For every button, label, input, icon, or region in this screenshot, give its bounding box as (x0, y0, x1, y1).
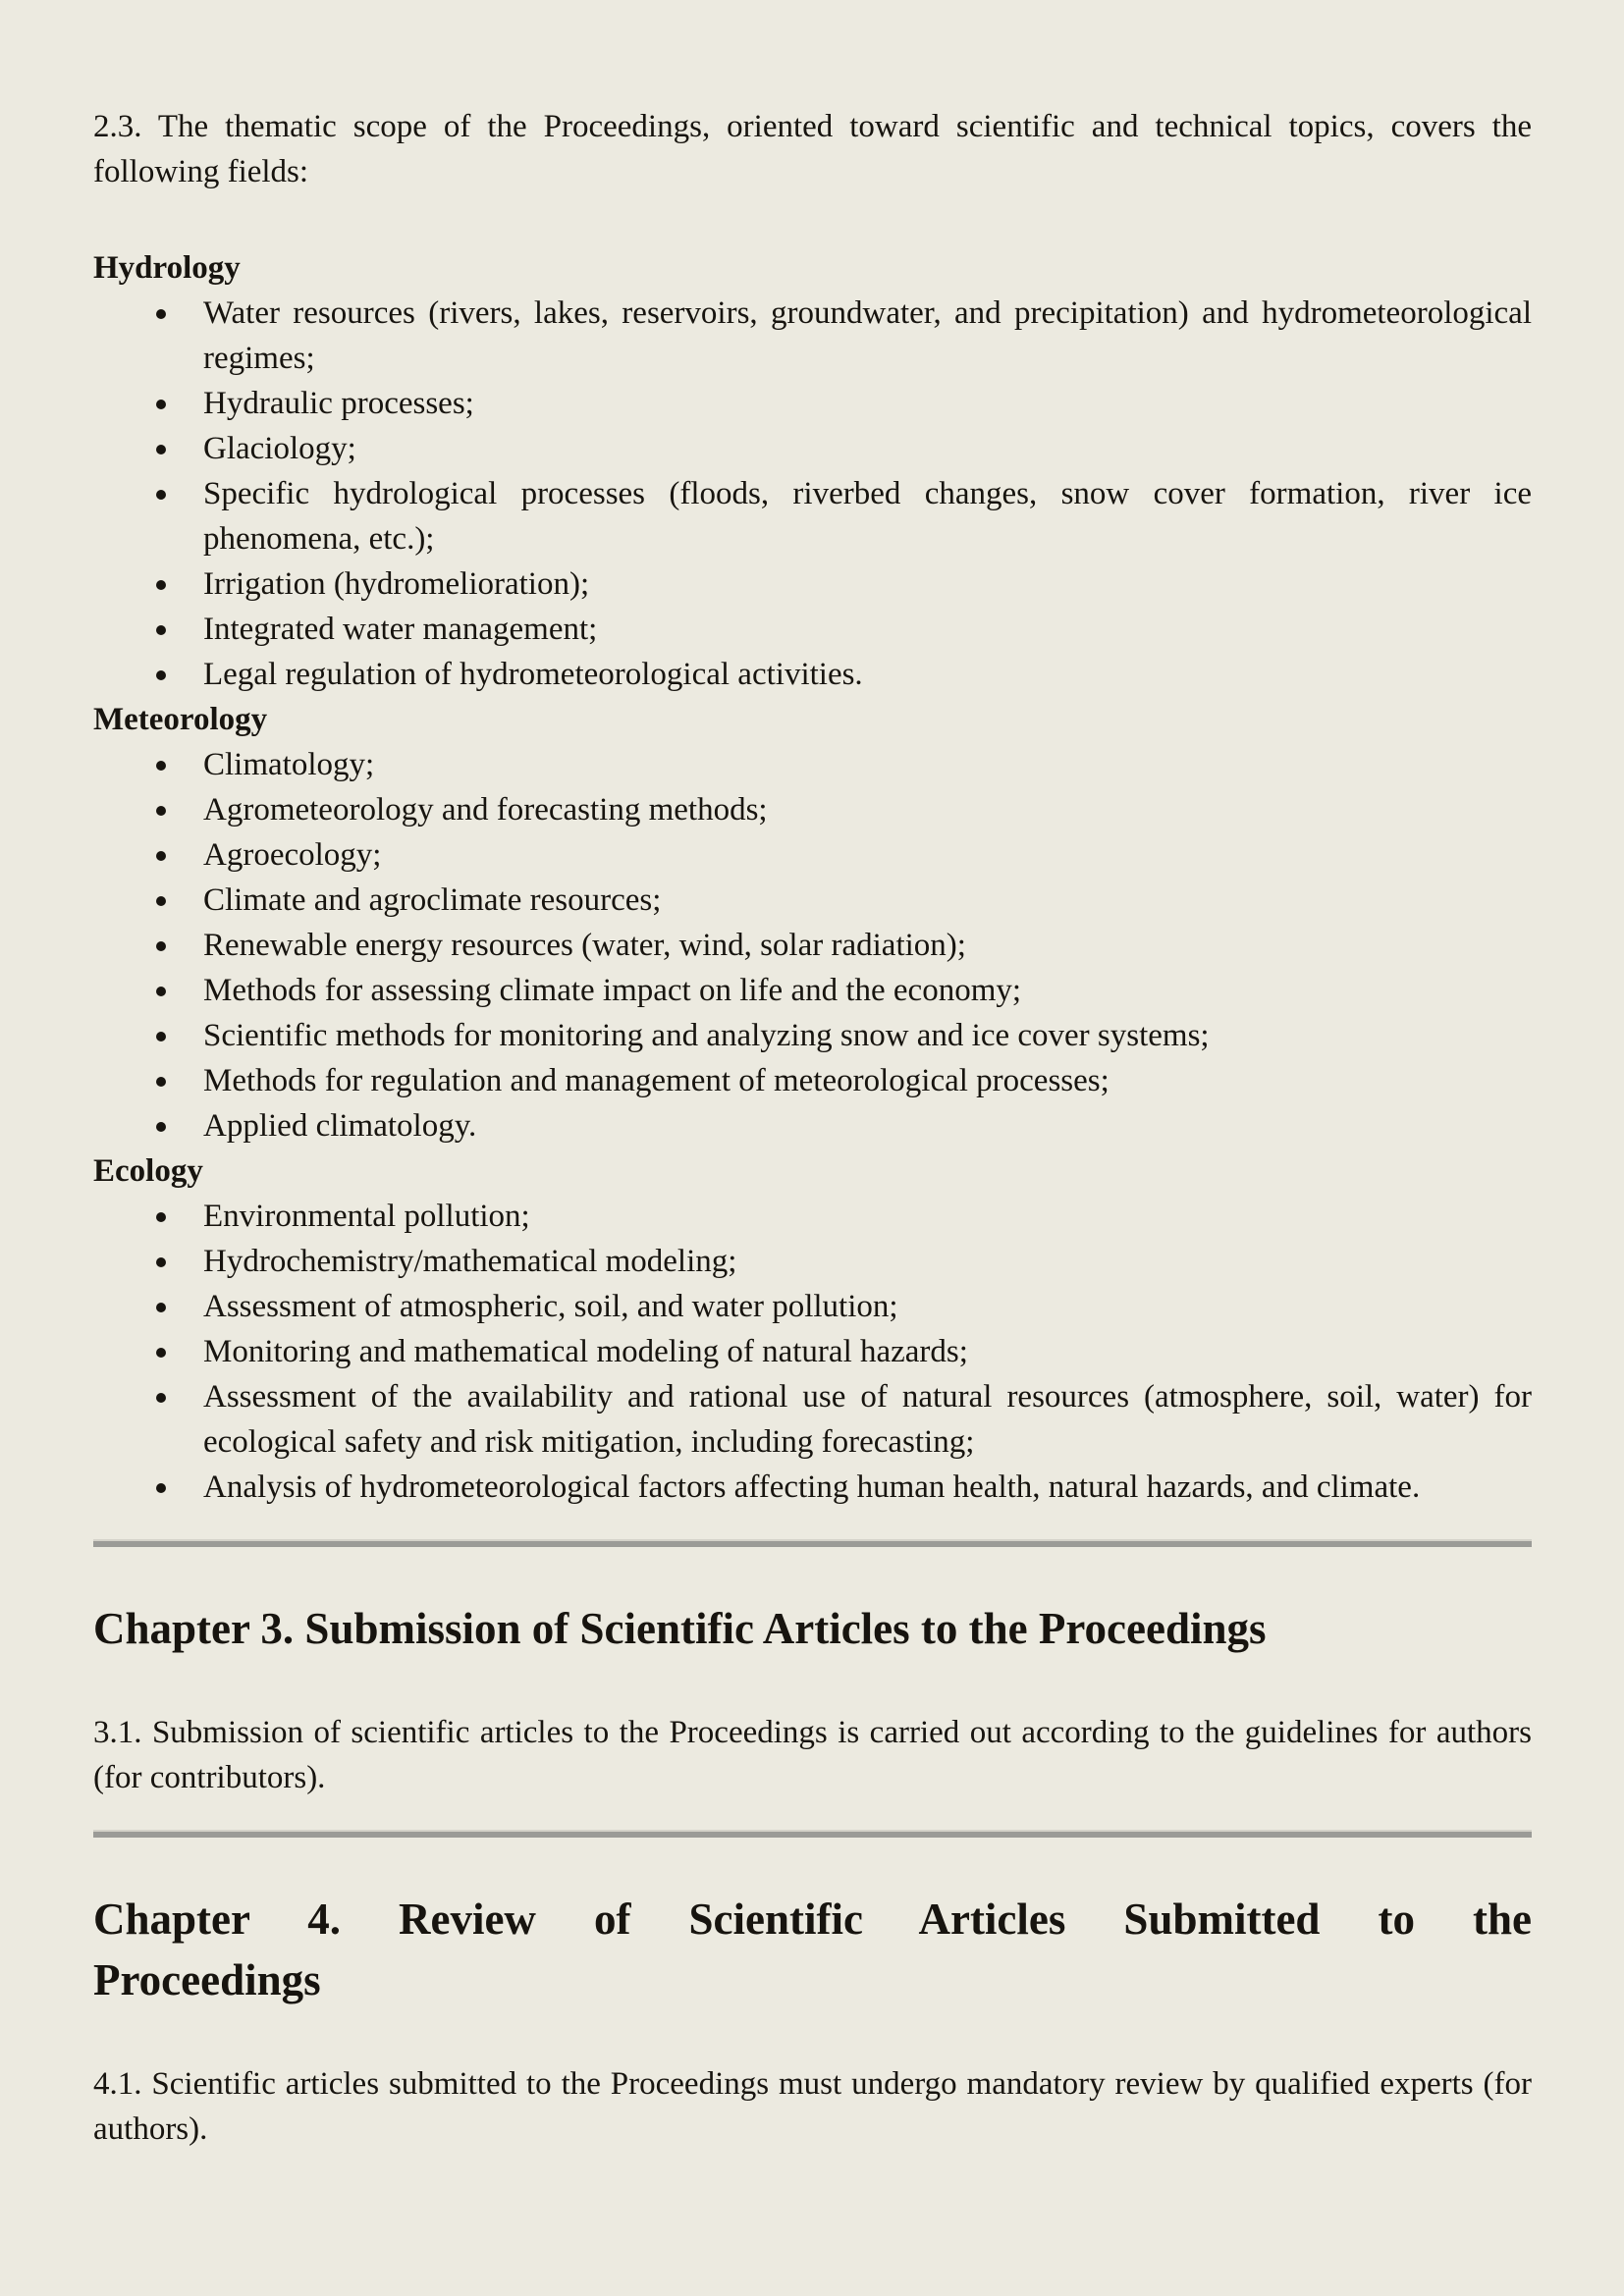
list-item: Methods for assessing climate impact on life and the economy; (93, 968, 1532, 1013)
list-item: Integrated water management; (93, 607, 1532, 652)
list-item: Scientific methods for monitoring and analyzing snow and ice cover systems; (93, 1013, 1532, 1058)
section-heading-ecology: Ecology (93, 1153, 203, 1189)
section-heading-hydrology: Hydrology (93, 250, 241, 286)
hydrology-topic-list (93, 291, 1532, 697)
meteorology-topic-list (93, 742, 1532, 1148)
list-item: Glaciology; (93, 426, 1532, 471)
section-heading-meteorology: Meteorology (93, 702, 268, 737)
list-item: Climate and agroclimate resources; (93, 878, 1532, 923)
list-item: Assessment of atmospheric, soil, and water pollution; (93, 1284, 1532, 1329)
list-item: Methods for regulation and management of meteorological processes; (93, 1058, 1532, 1103)
chapter-3-paragraph: 3.1. Submission of scientific articles to the Proceedings is carried out according to the guidelines for authors (for contributors). (93, 1715, 1532, 1795)
list-item: Agroecology; (93, 832, 1532, 878)
section-divider (93, 1539, 1532, 1547)
list-item: Climatology; (93, 742, 1532, 787)
list-item: Monitoring and mathematical modeling of natural hazards; (93, 1329, 1532, 1374)
list-item: Assessment of the availability and rational use of natural resources (atmosphere, soil, water) for ecological safety and risk mitigation, including forecasting; (93, 1374, 1532, 1465)
list-item: Hydrochemistry/mathematical modeling; (93, 1239, 1532, 1284)
list-item: Analysis of hydrometeorological factors affecting human health, natural hazards, and climate. (93, 1465, 1532, 1510)
list-item: Agrometeorology and forecasting methods; (93, 787, 1532, 832)
ecology-topic-list (93, 1194, 1532, 1510)
list-item: Hydraulic processes; (93, 381, 1532, 426)
list-item: Renewable energy resources (water, wind, solar radiation); (93, 923, 1532, 968)
chapter-3-title: Chapter 3. Submission of Scientific Articles to the Proceedings (93, 1604, 1267, 1653)
list-item: Specific hydrological processes (floods, riverbed changes, snow cover formation, river ice phenomena, etc.); (93, 471, 1532, 561)
intro-paragraph: 2.3. The thematic scope of the Proceedings, oriented toward scientific and technical topics, covers the following fields: (93, 109, 1532, 189)
list-item: Environmental pollution; (93, 1194, 1532, 1239)
chapter-4-title-line-1: Chapter 4. Review of Scientific Articles Submitted to the (93, 1895, 1532, 1944)
list-item: Applied climatology. (93, 1103, 1532, 1148)
list-item: Irrigation (hydromelioration); (93, 561, 1532, 607)
section-divider (93, 1830, 1532, 1838)
chapter-4-title (93, 1889, 1532, 2010)
list-item: Water resources (rivers, lakes, reservoirs, groundwater, and precipitation) and hydrometeorological regimes; (93, 291, 1532, 381)
chapter-4-title-line-2: Proceedings (93, 1955, 321, 2004)
chapter-4-paragraph: 4.1. Scientific articles submitted to the Proceedings must undergo mandatory review by qualified experts (for authors). (93, 2066, 1532, 2147)
list-item: Legal regulation of hydrometeorological activities. (93, 652, 1532, 697)
